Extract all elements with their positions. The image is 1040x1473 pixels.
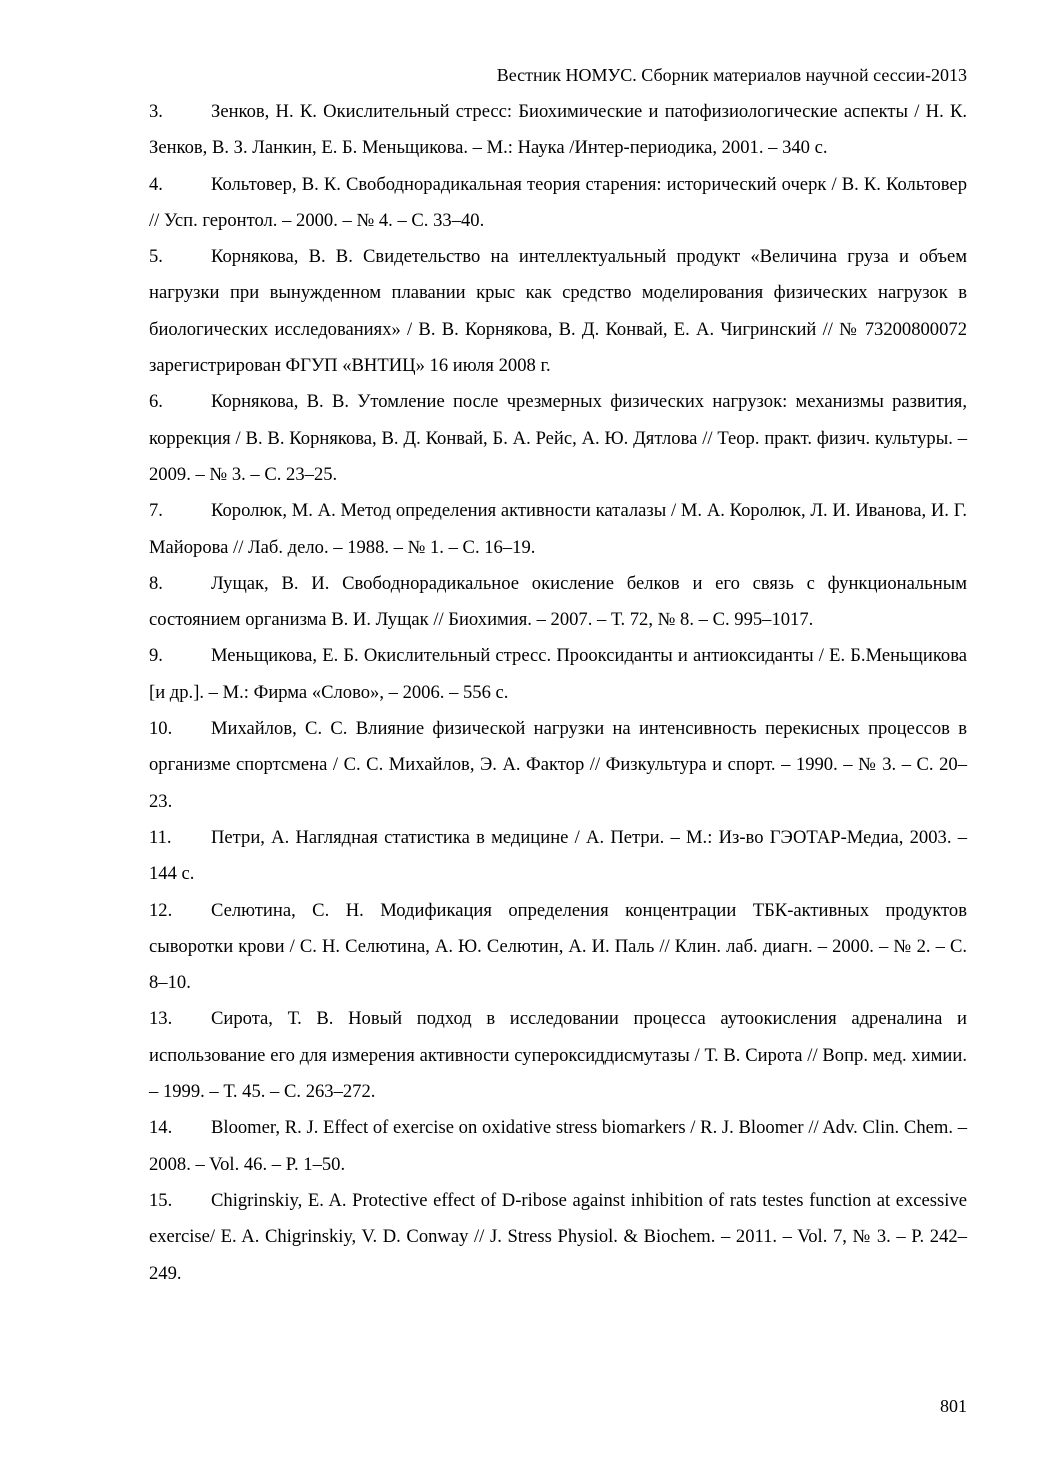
reference-item bbox=[149, 493, 967, 566]
reference-text: Сирота, Т. В. Новый подход в исследовании процесса аутоокисления адреналина и использование его для измерения активности супероксиддисмутазы / Т. В. Сирота // Вопр. мед. химии. – 1999. – Т. 45. – С. 263–272. bbox=[149, 1008, 967, 1103]
reference-item bbox=[149, 820, 967, 893]
reference-text: Корнякова, В. В. Утомление после чрезмерных физических нагрузок: механизмы развития, коррекция / В. В. Корнякова, В. Д. Конвай, Б. А. Рейс, А. Ю. Дятлова // Теор. практ. физич. культуры. – 2009. – № 3. – С. 23–25. bbox=[149, 391, 967, 485]
reference-list bbox=[149, 94, 967, 1292]
reference-item bbox=[149, 893, 967, 1002]
reference-item bbox=[149, 384, 967, 493]
reference-item bbox=[149, 566, 967, 639]
reference-text: Лущак, В. И. Свободнорадикальное окисление белков и его связь с функциональным состоянием организма В. И. Лущак // Биохимия. – 2007. – Т. 72, № 8. – С. 995–1017. bbox=[149, 572, 967, 631]
reference-text: Селютина, С. Н. Модификация определения концентрации ТБК-активных продуктов сыворотки крови / С. Н. Селютина, А. Ю. Селютин, А. И. Паль // Клин. лаб. диагн. – 2000. – № 2. – С. 8–10. bbox=[149, 899, 967, 994]
reference-text: Королюк, М. А. Метод определения активности каталазы / М. А. Королюк, Л. И. Иванова, И. Г. Майорова // Лаб. дело. – 1988. – № 1. – С. 16–19. bbox=[149, 500, 967, 558]
running-header: Вестник НОМУС. Сборник материалов научной сессии-2013 bbox=[496, 65, 967, 85]
page-number: 801 bbox=[940, 1396, 967, 1416]
reference-item bbox=[149, 167, 967, 240]
reference-number: 7. bbox=[149, 500, 163, 522]
reference-item bbox=[149, 638, 967, 711]
reference-text: Корнякова, В. В. Свидетельство на интеллектуальный продукт «Величина груза и объем нагрузки при вынужденном плавании крыс как средство моделирования физических нагрузок в биологических исследованиях» / В. В. Корнякова, В. Д. Конвай, Е. А. Чигринский // № 73200800072 зарегистрирован ФГУП «ВНТИЦ» 16 июля 2008 г. bbox=[149, 246, 967, 377]
reference-number: 3. bbox=[149, 101, 163, 122]
reference-item bbox=[149, 1183, 967, 1292]
reference-number: 6. bbox=[149, 391, 163, 413]
reference-text: Михайлов, С. С. Влияние физической нагрузки на интенсивность перекисных процессов в организме спортсмена / С. С. Михайлов, Э. А. Фактор // Физкультура и спорт. – 1990. – № 3. – С. 20–23. bbox=[149, 718, 967, 812]
reference-text: Петри, А. Наглядная статистика в медицине / А. Петри. – М.: Из-во ГЭОТАР-Медиа, 2003. – 144 с. bbox=[149, 826, 967, 885]
reference-number: 11. bbox=[149, 826, 172, 848]
reference-text: Кольтовер, В. К. Свободнорадикальная теория старения: исторический очерк / В. К. Кольтовер // Усп. геронтол. – 2000. – № 4. – С. 33–40. bbox=[149, 173, 967, 231]
reference-text: Меньщикова, Е. Б. Окислительный стресс. Прооксиданты и антиоксиданты / Е. Б.Меньщикова [и др.]. – М.: Фирма «Слово», – 2006. – 556 с. bbox=[149, 645, 967, 703]
reference-number: 8. bbox=[149, 572, 163, 594]
reference-number: 4. bbox=[149, 173, 163, 195]
reference-item bbox=[149, 1110, 967, 1183]
reference-text: Chigrinskiy, E. A. Protective effect of D-ribose against inhibition of rats testes function at excessive exercise/ E. A. Chigrinskiy, V. D. Conway // J. Stress Physiol. & Biochem. – 2011. – Vol. 7, № 3. – P. 242–249. bbox=[149, 1189, 967, 1284]
reference-item bbox=[149, 1001, 967, 1110]
reference-text: Зенков, Н. К. Окислительный стресс: Биохимические и патофизиологические аспекты / Н. К. Зенков, В. З. Ланкин, Е. Б. Меньщикова. – М.: Наука /Интер-периодика, 2001. – 340 с. bbox=[149, 101, 967, 159]
reference-number: 10. bbox=[149, 718, 173, 740]
reference-number: 12. bbox=[149, 899, 173, 921]
reference-item bbox=[149, 239, 967, 384]
reference-item bbox=[149, 94, 967, 167]
reference-item bbox=[149, 711, 967, 820]
reference-number: 14. bbox=[149, 1117, 173, 1139]
reference-number: 15. bbox=[149, 1189, 173, 1211]
reference-text: Bloomer, R. J. Effect of exercise on oxidative stress biomarkers / R. J. Bloomer // Adv. Clin. Chem. – 2008. – Vol. 46. – P. 1–50. bbox=[149, 1117, 967, 1175]
reference-number: 13. bbox=[149, 1008, 173, 1030]
reference-number: 9. bbox=[149, 645, 163, 667]
reference-number: 5. bbox=[149, 246, 163, 268]
